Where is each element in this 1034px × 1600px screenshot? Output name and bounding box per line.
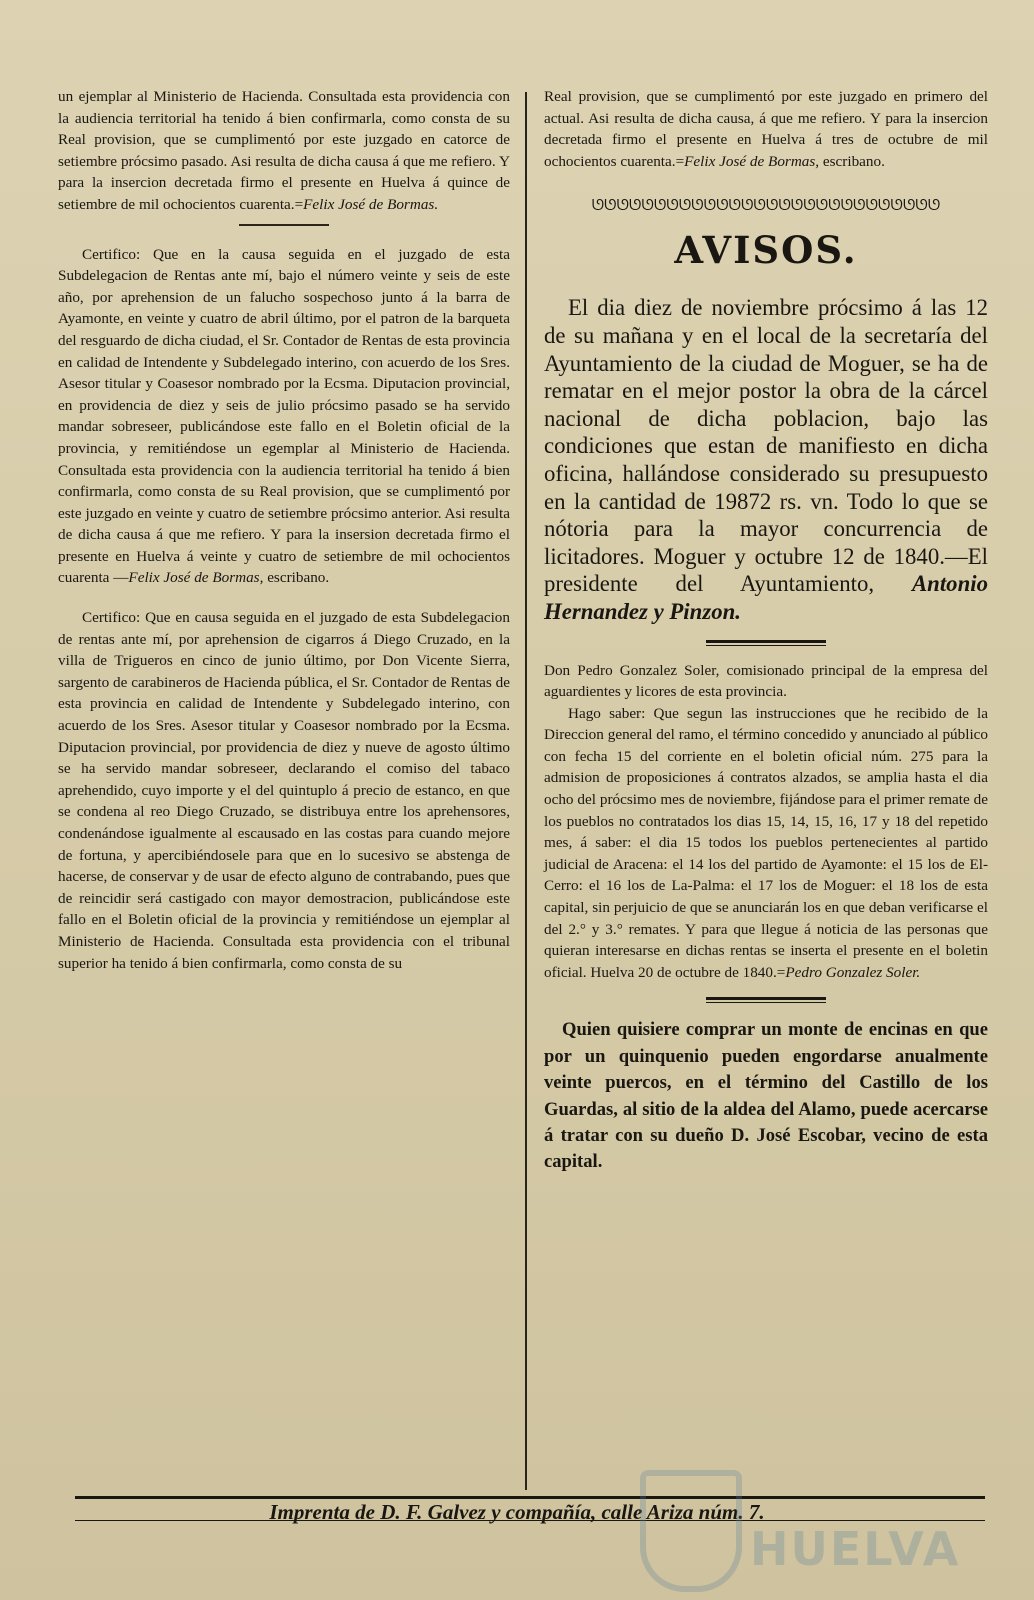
notice-moguer-signature: Antonio Hernandez y Pinzon. (544, 571, 988, 624)
left-block-2 (58, 244, 510, 590)
notice-soler-heading: Don Pedro Gonzalez Soler, comisionado principal de la empresa del aguardientes y licores de esta provincia. (544, 661, 988, 701)
notice-separator (706, 997, 826, 1003)
left-block-1 (58, 86, 510, 216)
notice-soler-text: Hago saber: Que segun las instrucciones que he recibido de la Direccion general del ramo, el término concedido y anunciado al público con fecha 15 del corriente en el boletin oficial núm. 275 para la admision de proposiciones á contratos alzados, se amplia hasta el dia ocho del prócsimo mes de noviembre, fijándose para el primer remate de los pueblos no contratados los dias 15, 14, 15, 16, 17 y 18 del repetido mes, á saber: el dia 15 todos los pueblos pertenecientes al partido judicial de Aracena: el 14 los del partido de Ayamonte: el 15 los de El-Cerro: el 16 los de La-Palma: el 17 los de Moguer: el 18 los de esta capital, sin perjuicio de que se anunciarán los en que deban verificarse el del 2.° y 3.° remates. Y para que llegue á noticia de las personas que quieran interesarse en dichas rentas se inserta el presente en el boletin oficial. Huelva 20 de octubre de 1840.= (544, 704, 988, 981)
spacer (58, 226, 510, 244)
notice-soler (544, 703, 988, 984)
left-block-1-text: un ejemplar al Ministerio de Hacienda. Consultada esta providencia con la audiencia territorial ha tenido á bien confirmarla, como consta de su Real provision, que se cumplimentó por este juzgado en catorce de setiembre prócsimo pasado. Asi resulta de dicha causa á que me refiero. Y para la insercion decretada firmo el presente en Huelva á quince de setiembre de mil ochocientos cuarenta.= (58, 88, 510, 213)
left-block-3: Certifico: Que en causa seguida en el juzgado de esta Subdelegacion de rentas ante mí, por aprehension de cigarros á Diego Cruzado, en la villa de Trigueros en cinco de junio último, por Don Vicente Sierra, sargento de carabineros de Hacienda pública, el Sr. Contador de Rentas de esta provincia en calidad de Intendente y Subdelegado interino, con acuerdo de los Sres. Asesor titular y Coasesor nombrado por la Ecsma. Diputacion provincial, por providencia de diez y nueve de agosto último se ha servido mandar sobreseer, declarando el comiso del tabaco aprehendido, cuyo importe y el del quintuplo á precio de estanco, en que se condena al reo Diego Cruzado, se distribuya entre los aprehensores, condenándose igualmente al escausado en las costas para cuando mejore de fortuna, y apercibiéndosele para que en lo sucesivo se abstenga de hacerse, de conservar y de usar de efecto alguno de contrabando, pues que de reincidir será castigado con mayor demostracion, publicándose este fallo en el Boletin oficial de la provincia y remitiéndose un ejemplar al Ministerio de Hacienda. Consultada esta providencia con el tribunal superior ha tenido á bien confirmarla, como consta de su (58, 609, 510, 972)
column-rule (525, 92, 527, 1490)
watermark-text: HUELVA (750, 1522, 961, 1576)
notice-encinas: Quien quisiere comprar un monte de encinas en que por un quinquenio pueden engordarse anualmente veinte puercos, en el término del Castillo de los Guardas, al sitio de la aldea del Alamo, puede acercarse á tratar con su dueño D. José Escobar, vecino de esta capital. (544, 1019, 988, 1173)
right-block-1 (544, 86, 988, 172)
left-column (58, 86, 510, 974)
avisos-heading: AVISOS. (674, 228, 858, 273)
notice-soler-signature: Pedro Gonzalez Soler. (785, 963, 921, 981)
ornament-border: ᘎᘎᘎᘎᘎᘎᘎᘎᘎᘎᘎᘎᘎᘎᘎᘎᘎᘎᘎᘎᘎᘎᘎᘎᘎᘎᘎᘎ (591, 196, 941, 215)
left-block-2-text: Certifico: Que en la causa seguida en el juzgado de esta Subdelegacion de Rentas ante mí, bajo el número veinte y seis de este año, por aprehension de un falucho sospechoso junto á la barra de Ayamonte, en veinte y cuatro de abril último, por el patron de la barqueta del resguardo de dicha ciudad, el Sr. Contador de Rentas de esta provincia en calidad de Intendente y Subdelegado interino, con acuerdo de los Sres. Asesor titular y Coasesor nombrado por la Ecsma. Diputacion provincial, en providencia de diez y seis de julio prócsimo pasado se ha servido mandar sobreseer, publicándose este fallo en el Boletin oficial de la provincia, y remitiéndose un egemplar al Ministerio de Hacienda. Consultada esta providencia con la audiencia territorial ha tenido á bien confirmarla, como consta de su Real provision, que se cumplimentó por este juzgado en veinte y cuatro de setiembre prócsimo anterior. Asi resulta de dicha causa á que me refiero. Y para la insersion decretada firmo el presente en Huelva á veinte y cuatro de setiembre de mil ochocientos cuarenta — (58, 245, 510, 587)
printer-imprint: Imprenta de D. F. Galvez y compañía, calle Ariza núm. 7. (269, 1500, 765, 1524)
left-block-2-end: escribano. (267, 569, 330, 587)
right-block-1-text: Real provision, que se cumplimentó por este juzgado en primero del actual. Asi resulta de dicha causa, á que me refiero. Y para la insercion decretada firmo el presente en Huelva á tres de octubre de mil ochocientos cuarenta.= (544, 88, 988, 170)
notice-moguer-text: El dia diez de noviembre prócsimo á las 12 de su mañana y en el local de la secretaría del Ayuntamiento de la ciudad de Moguer, se ha de rematar en el mejor postor la obra de la cárcel nacional de dicha poblacion, bajo las condiciones que estan de manifiesto en dicha oficina, hallándose considerado su presupuesto en la cantidad de 19872 rs. vn. Todo lo que se nótoria para la mayor concurrencia de licitadores. Moguer y octubre 12 de 1840.—El presidente del Ayuntamiento, (544, 295, 988, 597)
right-column (544, 86, 988, 1176)
notice-separator (706, 640, 826, 646)
library-watermark (640, 1450, 1000, 1590)
right-block-1-signature: Felix José de Bormas, (684, 152, 820, 170)
left-block-2-signature: Felix José de Bormas, (128, 569, 264, 587)
coat-of-arms-icon (640, 1470, 742, 1592)
right-block-1-end: escribano. (822, 152, 885, 170)
spacer (58, 589, 510, 607)
notice-moguer (544, 294, 988, 625)
left-block-1-signature: Felix José de Bormas. (303, 195, 439, 213)
